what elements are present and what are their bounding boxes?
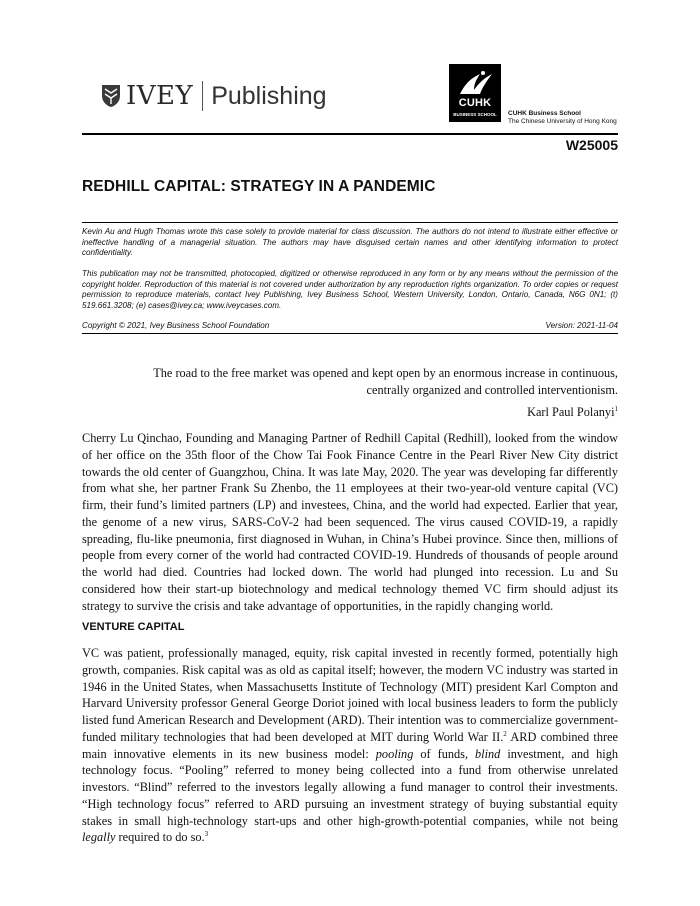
logo-separator [202, 81, 203, 111]
vc-text-1: VC was patient, professionally managed, equity, risk capital invested in recently formed, potentially high growth, companies. Risk capital was as old as capital itself; however, the modern VC industry was started in 1946 in the United States, when Massachusetts Institute of Technology (MIT) president Karl Compton and Harvard University professor General George Doriot joined with local business leaders to form the publicly listed fund American Research and Development (ARD). Their intention was to commercialize government-funded military technologies that had been developed at MIT during World War II. [82, 646, 618, 744]
case-code: W25005 [565, 137, 618, 153]
vc-text-5: required to do so. [115, 830, 205, 845]
case-title: REDHILL CAPITAL: STRATEGY IN A PANDEMIC [82, 178, 436, 195]
cuhk-label [508, 110, 617, 126]
emphasis-blind: blind [475, 746, 501, 761]
emphasis-legally: legally [82, 830, 116, 845]
epigraph-author: Karl Paul Polanyi [527, 405, 615, 419]
emphasis-pooling: pooling [375, 746, 414, 761]
cuhk-school-name: CUHK Business School [508, 110, 581, 117]
copyright-row [82, 321, 618, 330]
version-line: Version: 2021-11-04 [545, 321, 618, 330]
cuhk-logo-text: CUHK [458, 97, 492, 109]
cuhk-university-name: The Chinese University of Hong Kong [508, 118, 617, 125]
intro-paragraph: Cherry Lu Qinchao, Founding and Managing Partner of Redhill Capital (Redhill), looked from the window of her office on the 35th floor of the Chow Tai Fook Finance Centre in the Pearl River New City district towards the old center of Guangzhou, China. It was late May, 2020. The year was developing far differently from what she, her partner Frank Su Zhenbo, the 11 employees at their two-year-old venture capital (VC) firm, their fund’s limited partners (LP) and investees, China, and the world had expected. Earlier that year, the genome of a new virus, SARS-CoV-2 had been sequenced. The virus caused COVID-19, a rapidly spreading, flu-like pneumonia, first diagnosed in Wuhan, in China’s Hubei province. Since then, millions of people from every corner of the world had contracted COVID-19. Hundreds of thousands of people around the world had died. Countries had locked down. The world had plunged into recession. Lu and Su considered how their start-up biotechnology and medical technology themed VC firm should adjust its strategy to survive the crisis and take advantage of opportunities, in the rapidly changing world. [82, 431, 618, 613]
notice-bottom-rule [82, 333, 618, 334]
footnote-ref: 1 [614, 404, 618, 413]
section-heading: VENTURE CAPITAL [82, 621, 185, 633]
ivey-wordmark: IVEY [126, 81, 194, 111]
epigraph-quote: The road to the free market was opened and kept open by an enormous increase in continuous, centrally organized and controlled interventionism. [153, 366, 618, 397]
cuhk-logo [449, 64, 501, 122]
ivey-shield-icon [101, 84, 121, 108]
authors-notice: Kevin Au and Hugh Thomas wrote this case solely to provide material for class discussion. The authors do not intend to illustrate either effective or ineffective handling of a managerial situation. The authors may have disguised certain names and other identifying information to protect confidentiality. [82, 227, 618, 258]
ivey-publishing-logo [101, 76, 327, 116]
copyright-notice: This publication may not be transmitted, photocopied, digitized or otherwise reproduced in any form or by any means without the permission of the copyright holder. Reproduction of this material is not covered under authorization by any reproduction rights organization. To order copies or request permission to reproduce materials, contact Ivey Publishing, Ivey Business School, Western University, London, Ontario, Canada, N6G 0N1; (t) 519.661.3208; (e) cases@ivey.ca; www.iveycases.com. [82, 269, 618, 311]
cuhk-logo-subtext: BUSINESS SCHOOL [453, 112, 497, 117]
header-rule [82, 133, 618, 135]
vc-text-3: of funds, [413, 746, 476, 761]
notice-top-rule [82, 222, 618, 223]
vc-text-2: ARD combined three main innovative elements in its new business model: [82, 729, 618, 761]
footnote-ref: 2 [503, 729, 507, 738]
copyright-line: Copyright © 2021, Ivey Business School Foundation [82, 321, 270, 330]
epigraph-attribution [527, 405, 618, 420]
phoenix-icon [456, 68, 496, 98]
footnote-ref: 3 [204, 830, 209, 839]
venture-capital-paragraph [82, 645, 618, 846]
publishing-wordmark: Publishing [211, 81, 327, 110]
vc-text-4: investment, and high technology focus. “Pooling” referred to money being collected into a fund from otherwise unrelated investors. “Blind” referred to the investors legally allowing a fund manager to control their investments. “High technology focus” referred to ARD pursuing an investment strategy of buying substantial equity stakes in small high-technology start-ups and other high-growth-potential companies, while not being [82, 746, 618, 828]
